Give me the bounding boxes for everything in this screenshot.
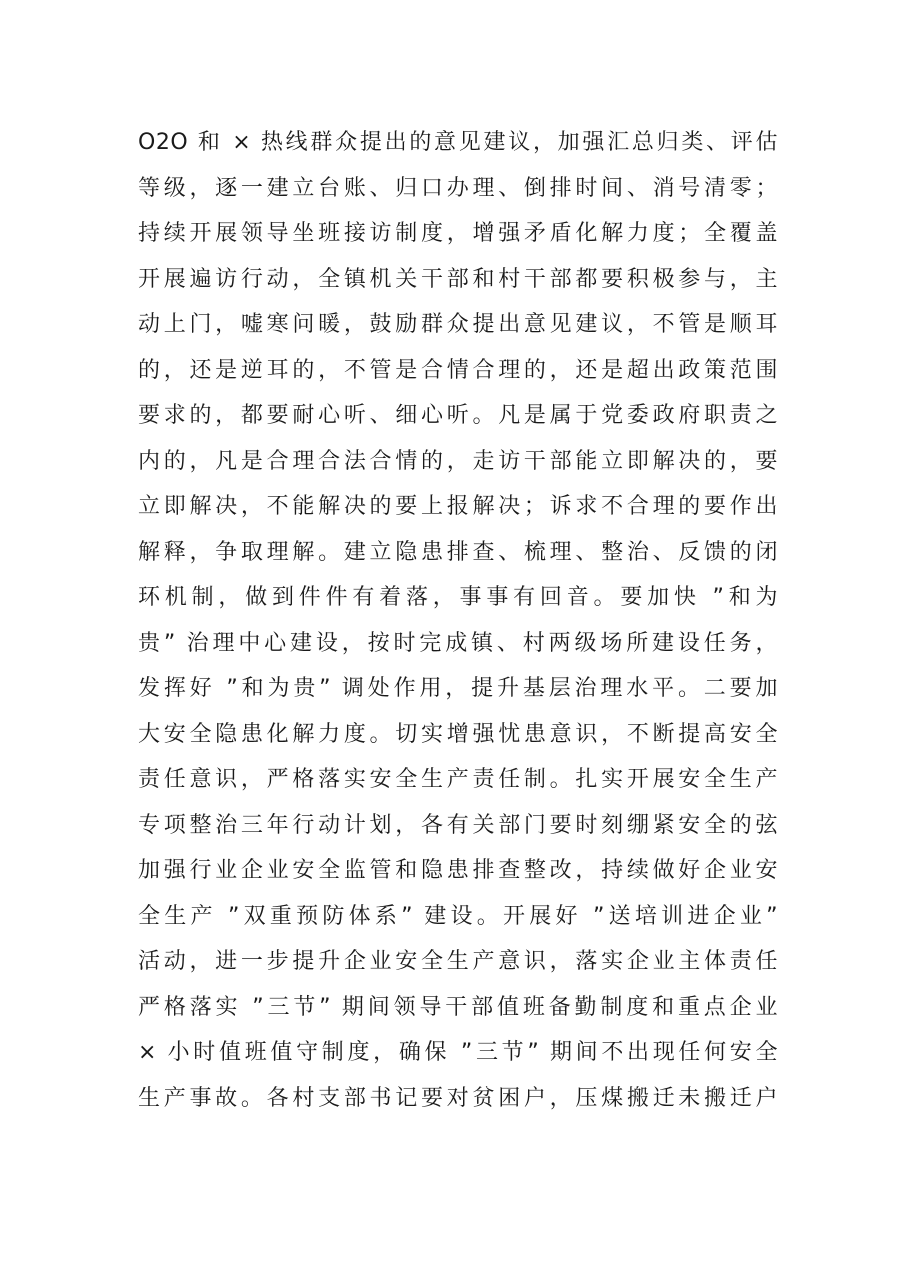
text-line: 全生产 ”双重预防体系” 建设。开展好 ”送培训进企业” bbox=[138, 903, 778, 929]
text-line: 发挥好 ”和为贵” 调处作用，提升基层治理水平。二要加 bbox=[138, 676, 778, 701]
text-line: 动上门，嘘寒问暖，鼓励群众提出意见建议，不管是顺耳 bbox=[138, 312, 778, 337]
text-line: 开展遍访行动，全镇机关干部和村干部都要积极参与，主 bbox=[138, 266, 778, 292]
text-line: 的，还是逆耳的，不管是合情合理的，还是超出政策范围 bbox=[138, 357, 778, 383]
text-line: 生产事故。各村支部书记要对贫困户，压煤搬迁未搬迁户 bbox=[138, 1085, 778, 1111]
text-line: O2O 和 × 热线群众提出的意见建议，加强汇总归类、评估 bbox=[138, 130, 778, 155]
text-line: 内的，凡是合理合法合情的，走访干部能立即解决的，要 bbox=[138, 448, 778, 474]
text-line: 等级，逐一建立台账、归口办理、倒排时间、消号清零； bbox=[138, 175, 778, 201]
text-line: 严格落实 ”三节” 期间领导干部值班备勤制度和重点企业 bbox=[138, 994, 778, 1020]
text-line: 加强行业企业安全监管和隐患排查整改，持续做好企业安 bbox=[138, 858, 778, 883]
text-line: 专项整治三年行动计划，各有关部门要时刻绷紧安全的弦 bbox=[138, 812, 778, 838]
text-line: 贵” 治理中心建设，按时完成镇、村两级场所建设任务， bbox=[138, 630, 778, 656]
text-line: 活动，进一步提升企业安全生产意识，落实企业主体责任 bbox=[138, 949, 778, 974]
body-text bbox=[138, 120, 778, 1121]
text-line: 要求的，都要耐心听、细心听。凡是属于党委政府职责之 bbox=[138, 403, 778, 428]
text-line: 大安全隐患化解力度。切实增强忧患意识，不断提高安全 bbox=[138, 721, 778, 747]
text-line: 立即解决，不能解决的要上报解决；诉求不合理的要作出 bbox=[138, 494, 778, 519]
text-line: × 小时值班值守制度，确保 ”三节” 期间不出现任何安全 bbox=[138, 1040, 778, 1065]
text-line: 持续开展领导坐班接访制度，增强矛盾化解力度；全覆盖 bbox=[138, 221, 778, 246]
text-line: 责任意识，严格落实安全生产责任制。扎实开展安全生产 bbox=[138, 767, 778, 792]
text-line: 环机制，做到件件有着落，事事有回音。要加快 ”和为 bbox=[138, 585, 778, 610]
text-line: 解释，争取理解。建立隐患排查、梳理、整治、反馈的闭 bbox=[138, 539, 778, 565]
